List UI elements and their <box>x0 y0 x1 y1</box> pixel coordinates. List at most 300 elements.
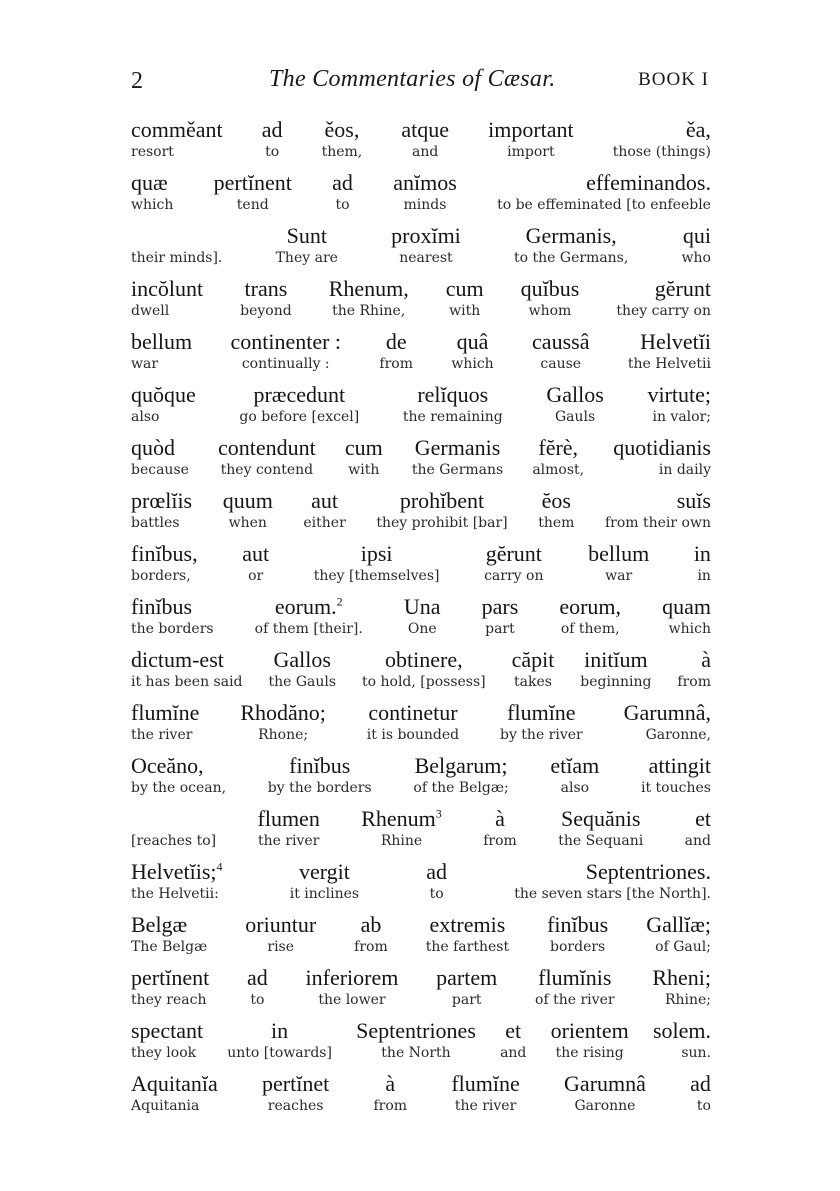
latin-text: ěos, <box>324 117 360 142</box>
english-gloss: the farthest <box>425 939 510 955</box>
latin-text: quâ <box>456 329 489 354</box>
latin-word <box>230 329 341 355</box>
latin-text: aut <box>242 541 270 566</box>
latin-text: proxĭmi <box>391 223 461 248</box>
word-pair <box>616 276 711 319</box>
latin-text: flumĭne <box>131 700 200 725</box>
word-pair <box>393 170 457 213</box>
latin-text: ĕos <box>541 488 571 513</box>
latin-text: comměant <box>131 117 223 142</box>
word-pair <box>662 594 711 637</box>
latin-text: effeminandos. <box>586 170 711 195</box>
latin-word <box>647 382 711 408</box>
latin-text: attingit <box>648 753 711 778</box>
latin-word <box>214 170 292 196</box>
word-pair <box>647 382 711 425</box>
latin-word <box>559 594 621 620</box>
english-gloss: whom <box>528 303 572 319</box>
latin-text: qui <box>682 223 711 248</box>
latin-text: ad <box>690 1071 711 1096</box>
english-gloss: they reach <box>131 992 207 1008</box>
latin-text: Belgarum; <box>414 753 508 778</box>
latin-word <box>532 329 589 355</box>
latin-word <box>653 1018 711 1044</box>
latin-text: Rhodăno; <box>240 700 326 725</box>
english-gloss: they prohibit [bar] <box>376 515 508 531</box>
word-pair <box>613 117 711 160</box>
latin-text: orientem <box>550 1018 629 1043</box>
latin-text: eorum, <box>559 594 622 619</box>
latin-text: gĕrunt <box>485 541 542 566</box>
interlinear-line <box>131 276 711 329</box>
word-pair <box>240 700 326 743</box>
word-pair <box>613 435 711 478</box>
word-pair <box>558 806 643 849</box>
latin-text: anĭmos <box>393 170 457 195</box>
english-gloss: their minds]. <box>131 250 223 266</box>
latin-text: et <box>505 1018 522 1043</box>
english-gloss: they [themselves] <box>313 568 440 584</box>
latin-word <box>457 329 489 355</box>
latin-word <box>131 859 223 885</box>
word-pair <box>436 965 497 1008</box>
latin-text: de <box>385 329 407 354</box>
word-pair <box>580 647 651 690</box>
word-pair <box>268 647 336 690</box>
english-gloss: dwell <box>131 303 170 319</box>
english-gloss: by the borders <box>267 780 372 796</box>
latin-text: quotidianis <box>613 435 711 460</box>
latin-word <box>426 859 447 885</box>
latin-word <box>131 1018 203 1044</box>
latin-word <box>361 806 442 832</box>
latin-word <box>486 541 542 567</box>
latin-word <box>345 435 383 461</box>
english-gloss: and <box>500 1045 527 1061</box>
latin-word <box>561 806 640 832</box>
latin-word <box>258 806 320 832</box>
word-pair <box>413 753 508 796</box>
english-gloss: or <box>248 568 264 584</box>
english-gloss: it has been said <box>131 674 243 690</box>
word-pair <box>559 594 621 637</box>
word-pair <box>247 965 268 1008</box>
word-pair <box>329 276 409 319</box>
latin-word <box>245 276 288 302</box>
latin-text: finĭbus <box>547 912 609 937</box>
word-pair <box>314 541 440 584</box>
word-pair <box>131 806 216 849</box>
interlinear-line <box>131 912 711 965</box>
latin-word <box>505 1018 521 1044</box>
latin-word <box>289 753 350 779</box>
word-pair <box>367 700 459 743</box>
latin-text: Aquitanĭa <box>131 1071 218 1096</box>
english-gloss: the river <box>454 1098 517 1114</box>
latin-text: relĭquos <box>417 382 489 407</box>
english-gloss: Garonne <box>574 1098 636 1114</box>
interlinear-line <box>131 1071 711 1124</box>
latin-word <box>542 488 571 514</box>
latin-text: inferiorem <box>305 965 399 990</box>
word-pair <box>230 329 341 372</box>
english-gloss: they carry on <box>616 303 711 319</box>
word-pair <box>446 276 484 319</box>
latin-word <box>385 1071 395 1097</box>
word-pair <box>376 488 507 531</box>
english-gloss: from <box>677 674 711 690</box>
word-pair <box>131 912 207 955</box>
latin-word <box>131 753 204 779</box>
english-gloss: takes <box>513 674 552 690</box>
interlinear-line <box>131 170 711 223</box>
latin-text: quum <box>222 488 273 513</box>
english-gloss: which <box>668 621 711 637</box>
latin-word <box>311 488 338 514</box>
word-pair <box>322 117 363 160</box>
word-pair <box>131 170 173 213</box>
latin-word <box>131 488 192 514</box>
latin-word <box>686 117 711 143</box>
word-pair <box>500 1018 526 1061</box>
english-gloss: to be effeminated [to enfeeble <box>497 197 711 213</box>
english-gloss: to <box>696 1098 711 1114</box>
latin-text: caussâ <box>532 329 590 354</box>
english-gloss: part <box>451 992 482 1008</box>
latin-word <box>551 1018 629 1044</box>
latin-word <box>640 329 711 355</box>
latin-word <box>299 859 350 885</box>
word-pair <box>677 647 711 690</box>
word-pair <box>547 912 608 955</box>
english-gloss: continually : <box>241 356 330 372</box>
latin-word <box>274 647 331 673</box>
latin-word <box>482 594 519 620</box>
interlinear-line <box>131 700 711 753</box>
interlinear-line <box>131 435 711 488</box>
english-gloss: One <box>407 621 437 637</box>
running-header <box>131 60 711 100</box>
english-gloss: the Germans <box>411 462 504 478</box>
latin-word <box>550 753 599 779</box>
word-pair <box>521 276 580 319</box>
latin-word <box>401 117 449 143</box>
word-pair <box>227 1018 332 1061</box>
word-pair <box>131 276 203 319</box>
latin-text: et <box>695 806 711 831</box>
latin-text: continetur <box>368 700 458 725</box>
english-gloss: the North <box>381 1045 451 1061</box>
book-label: BOOK I <box>638 69 709 90</box>
latin-word <box>131 117 223 143</box>
book-page <box>131 60 711 1114</box>
footnote-marker[interactable]: 4 <box>216 859 223 874</box>
latin-word <box>495 806 505 832</box>
latin-text: ab <box>360 912 382 937</box>
latin-word <box>393 170 457 196</box>
english-gloss: war <box>605 568 633 584</box>
word-pair <box>451 1071 519 1114</box>
latin-word <box>223 488 273 514</box>
word-pair <box>131 594 214 637</box>
word-pair <box>532 435 584 478</box>
interlinear-line <box>131 753 711 806</box>
latin-text: Germanis <box>414 435 501 460</box>
english-gloss: the Gauls <box>268 674 337 690</box>
word-pair <box>551 1018 629 1061</box>
latin-text: quam <box>662 594 711 619</box>
english-gloss: unto [towards] <box>227 1045 332 1061</box>
english-gloss: war <box>131 356 159 372</box>
latin-text: partem <box>436 965 498 990</box>
latin-word <box>131 276 203 302</box>
word-pair <box>484 541 543 584</box>
english-gloss: to hold, [possess] <box>362 674 486 690</box>
latin-text: extremis <box>429 912 506 937</box>
latin-word <box>546 382 603 408</box>
interlinear-line <box>131 541 711 594</box>
latin-text: in <box>693 541 711 566</box>
english-gloss: the river <box>257 833 320 849</box>
footnote-marker[interactable]: 2 <box>336 594 343 609</box>
latin-text: ipsi <box>360 541 393 566</box>
latin-text: quŏque <box>131 382 196 407</box>
english-gloss: the Sequani <box>558 833 644 849</box>
english-gloss: to the Germans, <box>514 250 629 266</box>
latin-text: important <box>488 117 574 142</box>
interlinear-line <box>131 647 711 700</box>
latin-text: à <box>385 1071 396 1096</box>
latin-word <box>526 223 617 249</box>
word-pair <box>694 541 711 584</box>
english-gloss: from <box>373 1098 408 1114</box>
latin-text: continenter : <box>230 329 342 354</box>
latin-word <box>507 700 575 726</box>
latin-word <box>329 276 409 302</box>
latin-text: cum <box>344 435 383 460</box>
latin-text: Garumnâ, <box>623 700 711 725</box>
word-pair <box>131 700 199 743</box>
latin-word <box>613 435 711 461</box>
english-gloss: to <box>335 197 350 213</box>
english-gloss: them, <box>321 144 363 160</box>
latin-word <box>683 223 711 249</box>
english-gloss: Rhine <box>380 833 423 849</box>
english-gloss: with <box>449 303 481 319</box>
word-pair <box>218 435 316 478</box>
english-gloss: they look <box>131 1045 197 1061</box>
latin-word <box>275 594 343 620</box>
latin-text: pertĭnent <box>131 965 210 990</box>
word-pair <box>242 541 269 584</box>
latin-text: Sequănis <box>561 806 641 831</box>
latin-text: Helvetĭis; <box>131 859 217 884</box>
latin-word <box>131 912 187 938</box>
english-gloss: in <box>697 568 711 584</box>
word-pair <box>500 700 583 743</box>
word-pair <box>646 912 711 955</box>
latin-text: à <box>701 647 711 672</box>
english-gloss: Aquitania <box>131 1098 200 1114</box>
latin-word <box>451 1071 519 1097</box>
latin-word <box>538 435 578 461</box>
latin-text: pertĭnet <box>262 1071 330 1096</box>
interlinear-line <box>131 965 711 1018</box>
english-gloss: the rising <box>555 1045 624 1061</box>
english-gloss: resort <box>131 144 174 160</box>
english-gloss: and <box>684 833 711 849</box>
word-pair <box>605 488 711 531</box>
word-pair <box>361 806 442 849</box>
interlinear-text <box>131 117 711 1124</box>
word-pair <box>262 117 283 160</box>
english-gloss: go before [excel] <box>239 409 360 425</box>
latin-word <box>131 965 209 991</box>
word-pair <box>258 806 320 849</box>
word-pair <box>403 382 503 425</box>
latin-text: dictum-est <box>131 647 224 672</box>
english-gloss: almost, <box>532 462 585 478</box>
latin-word <box>325 117 360 143</box>
word-pair <box>214 170 292 213</box>
english-gloss: rise <box>267 939 295 955</box>
word-pair <box>538 488 574 531</box>
english-gloss: borders <box>550 939 606 955</box>
word-pair <box>550 753 599 796</box>
word-pair <box>345 435 383 478</box>
word-pair <box>379 329 413 372</box>
latin-text: spectant <box>131 1018 204 1043</box>
latin-word <box>624 700 711 726</box>
english-gloss: by the ocean, <box>131 780 227 796</box>
english-gloss: from <box>354 939 388 955</box>
footnote-marker[interactable]: 3 <box>435 806 442 821</box>
word-pair <box>652 965 711 1008</box>
latin-text: quæ <box>131 170 168 195</box>
word-pair <box>374 1071 408 1114</box>
english-gloss: to <box>250 992 265 1008</box>
english-gloss: Garonne, <box>645 727 711 743</box>
latin-word <box>404 594 441 620</box>
english-gloss: and <box>412 144 439 160</box>
latin-word <box>662 594 711 620</box>
word-pair <box>131 329 192 372</box>
english-gloss: of the river <box>535 992 615 1008</box>
english-gloss: which <box>131 197 174 213</box>
english-gloss: when <box>228 515 267 531</box>
latin-text: virtute; <box>647 382 711 407</box>
latin-text: prohĭbent <box>399 488 485 513</box>
latin-word <box>242 541 269 567</box>
latin-word <box>417 382 488 408</box>
latin-text: Gallĭæ; <box>646 912 711 937</box>
word-pair <box>131 647 243 690</box>
word-pair <box>514 859 711 902</box>
english-gloss: part <box>485 621 515 637</box>
word-pair <box>535 965 615 1008</box>
english-gloss: it is bounded <box>366 727 460 743</box>
english-gloss: which <box>451 356 494 372</box>
word-pair <box>514 223 628 266</box>
english-gloss: from <box>483 833 517 849</box>
word-pair <box>131 1071 218 1114</box>
english-gloss: reaches <box>267 1098 324 1114</box>
latin-text: cum <box>445 276 484 301</box>
english-gloss: cause <box>540 356 582 372</box>
word-pair <box>131 223 222 266</box>
latin-word <box>368 700 457 726</box>
latin-word <box>588 541 649 567</box>
word-pair <box>628 329 711 372</box>
word-pair <box>131 488 192 531</box>
english-gloss: the Rhine, <box>332 303 406 319</box>
latin-word <box>247 965 268 991</box>
latin-word <box>586 170 711 196</box>
latin-text: Rhenum <box>361 806 436 831</box>
english-gloss: [reaches to] <box>131 833 217 849</box>
english-gloss: Gauls <box>554 409 596 425</box>
latin-word <box>652 965 711 991</box>
latin-word <box>646 912 711 938</box>
latin-word <box>677 488 711 514</box>
word-pair <box>404 594 441 637</box>
latin-word <box>131 382 196 408</box>
english-gloss: the river <box>131 727 193 743</box>
latin-word <box>538 965 611 991</box>
word-pair <box>306 965 399 1008</box>
word-pair <box>401 117 449 160</box>
latin-text: solem. <box>652 1018 711 1043</box>
english-gloss: sun. <box>681 1045 711 1061</box>
english-gloss: who <box>681 250 711 266</box>
latin-word <box>131 329 192 355</box>
latin-word <box>695 806 711 832</box>
english-gloss: of them [their]. <box>254 621 363 637</box>
word-pair <box>131 859 223 902</box>
word-pair <box>276 223 338 266</box>
latin-text: atque <box>401 117 449 142</box>
latin-word <box>271 1018 288 1044</box>
word-pair <box>239 382 359 425</box>
latin-text: bellum <box>131 329 193 354</box>
word-pair <box>588 541 649 584</box>
latin-text: pars <box>481 594 519 619</box>
latin-text: initĭum <box>584 647 648 672</box>
latin-word <box>690 1071 711 1097</box>
english-gloss: Rhone; <box>258 727 309 743</box>
latin-word <box>287 223 327 249</box>
word-pair <box>131 541 198 584</box>
running-title: The Commentaries of Cæsar. <box>269 66 556 92</box>
latin-text: quòd <box>131 435 175 460</box>
english-gloss: from their own <box>604 515 711 531</box>
english-gloss: the borders <box>131 621 214 637</box>
word-pair <box>354 912 388 955</box>
word-pair <box>131 382 196 425</box>
word-pair <box>290 859 359 902</box>
english-gloss: also <box>131 409 160 425</box>
english-gloss: because <box>131 462 189 478</box>
word-pair <box>546 382 603 425</box>
word-pair <box>488 117 574 160</box>
latin-text: Germanis, <box>525 223 617 248</box>
word-pair <box>131 117 223 160</box>
latin-text: ad <box>246 965 268 990</box>
english-gloss: the Helvetii: <box>131 886 219 902</box>
latin-word <box>131 541 198 567</box>
english-gloss: The Belgæ <box>131 939 208 955</box>
word-pair <box>303 488 345 531</box>
